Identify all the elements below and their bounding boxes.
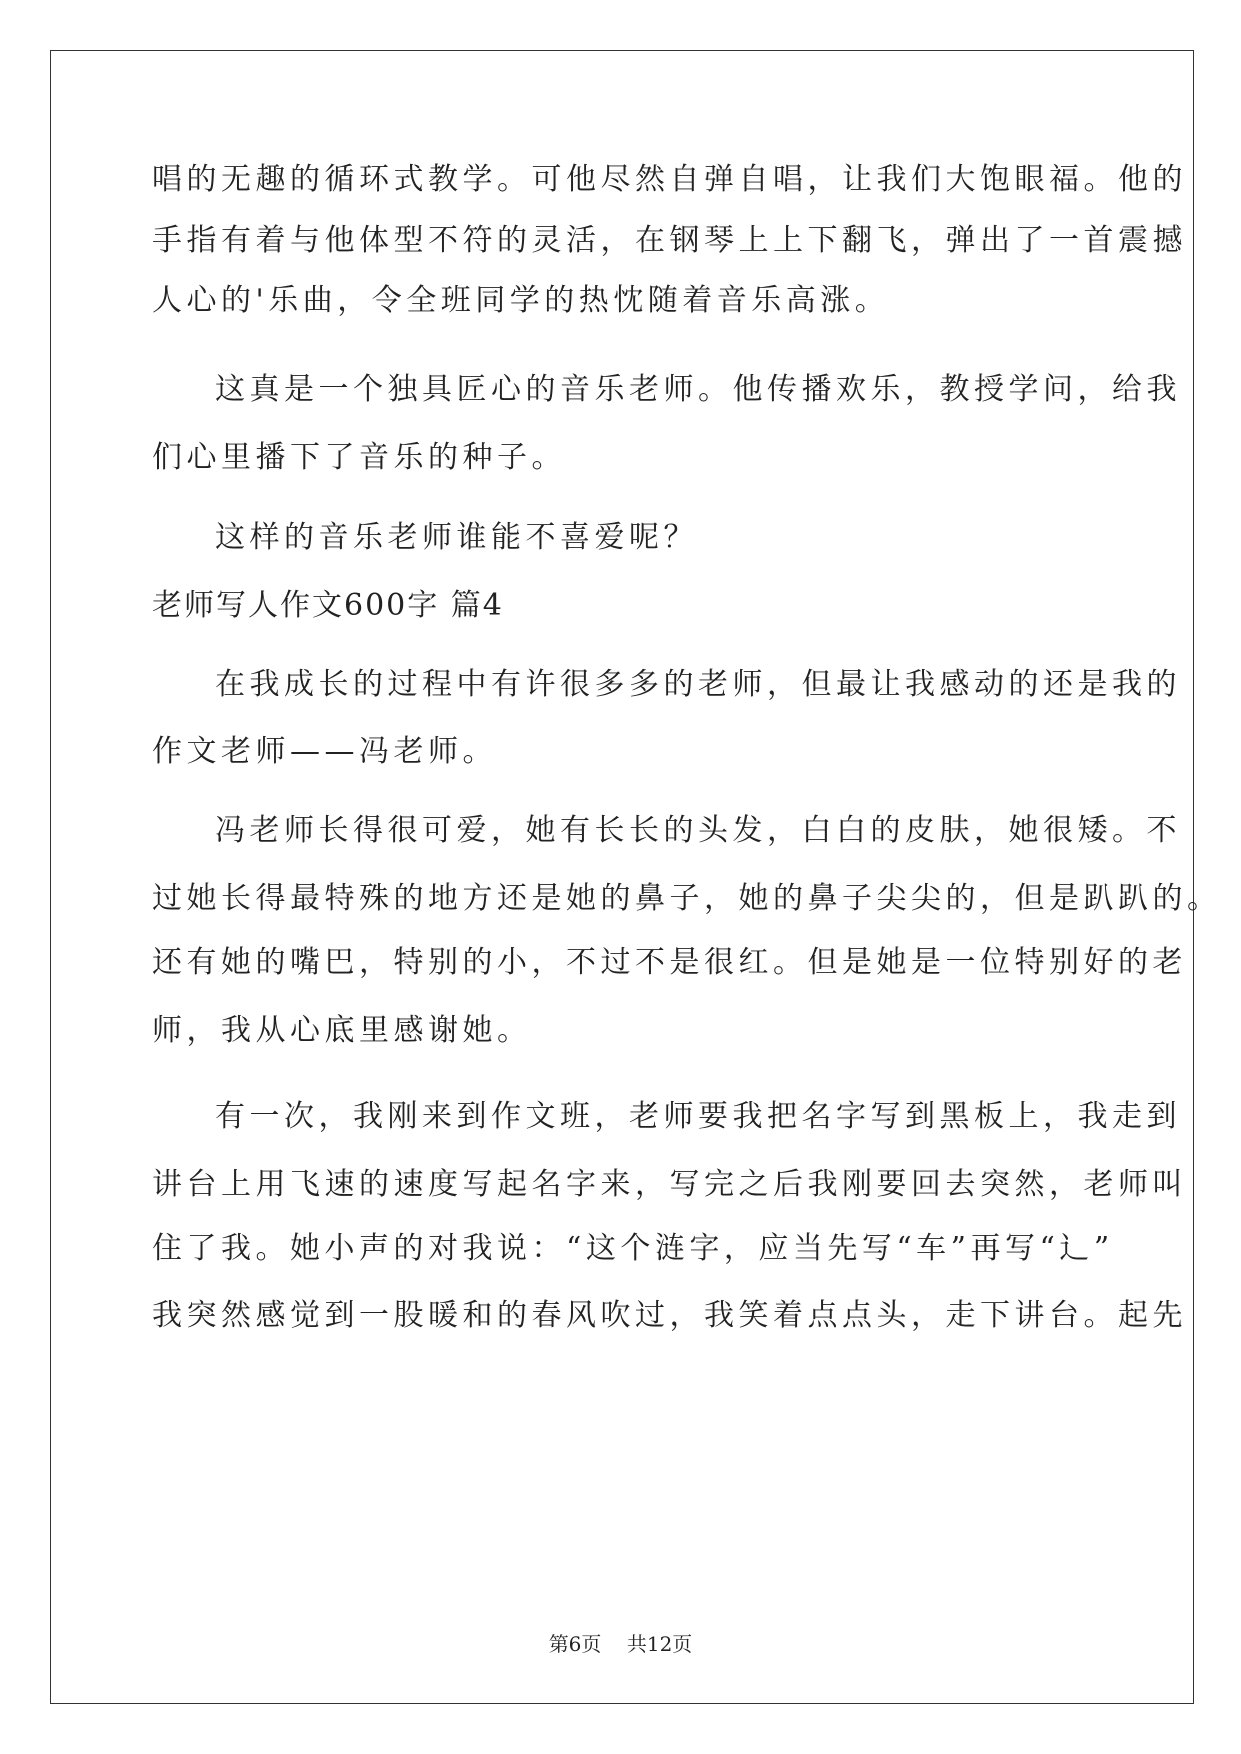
text-line: 师，我从心底里感谢她。 xyxy=(152,1013,532,1048)
section-heading: 老师写人作文600字 篇4 xyxy=(152,588,504,623)
text-line: 讲台上用飞速的速度写起名字来，写完之后我刚要回去突然，老师叫 xyxy=(152,1167,1187,1202)
text-line: 我突然感觉到一股暖和的春风吹过，我笑着点点头，走下讲台。起先 xyxy=(152,1298,1187,1333)
text-line: 手指有着与他体型不符的灵活，在钢琴上上下翻飞，弹出了一首震撼 xyxy=(152,223,1187,258)
paragraph-start: 这真是一个独具匠心的音乐老师。他传播欢乐，教授学问，给我 xyxy=(215,372,1181,407)
total-pages: 共12页 xyxy=(626,1632,693,1656)
page-number: 第6页 xyxy=(548,1632,602,1656)
text-line: 作文老师——冯老师。 xyxy=(152,734,497,769)
paragraph-start: 这样的音乐老师谁能不喜爱呢？ xyxy=(215,520,698,555)
text-line: 还有她的嘴巴，特别的小，不过不是很红。但是她是一位特别好的老 xyxy=(152,945,1187,980)
paragraph-start: 冯老师长得很可爱，她有长长的头发，白白的皮肤，她很矮。不 xyxy=(215,813,1181,848)
text-line: 过她长得最特殊的地方还是她的鼻子，她的鼻子尖尖的，但是趴趴的。 xyxy=(152,881,1222,916)
text-line: 住了我。她小声的对我说：“这个涟字，应当先写“车”再写“辶” xyxy=(152,1231,1114,1266)
text-line: 唱的无趣的循环式教学。可他尽然自弹自唱，让我们大饱眼福。他的 xyxy=(152,162,1187,197)
paragraph-start: 有一次，我刚来到作文班，老师要我把名字写到黑板上，我走到 xyxy=(215,1099,1181,1134)
text-line: 们心里播下了音乐的种子。 xyxy=(152,440,566,475)
text-line: 人心的'乐曲，令全班同学的热忱随着音乐高涨。 xyxy=(152,283,890,318)
page-footer xyxy=(0,1630,1241,1658)
paragraph-start: 在我成长的过程中有许很多多的老师，但最让我感动的还是我的 xyxy=(215,667,1181,702)
